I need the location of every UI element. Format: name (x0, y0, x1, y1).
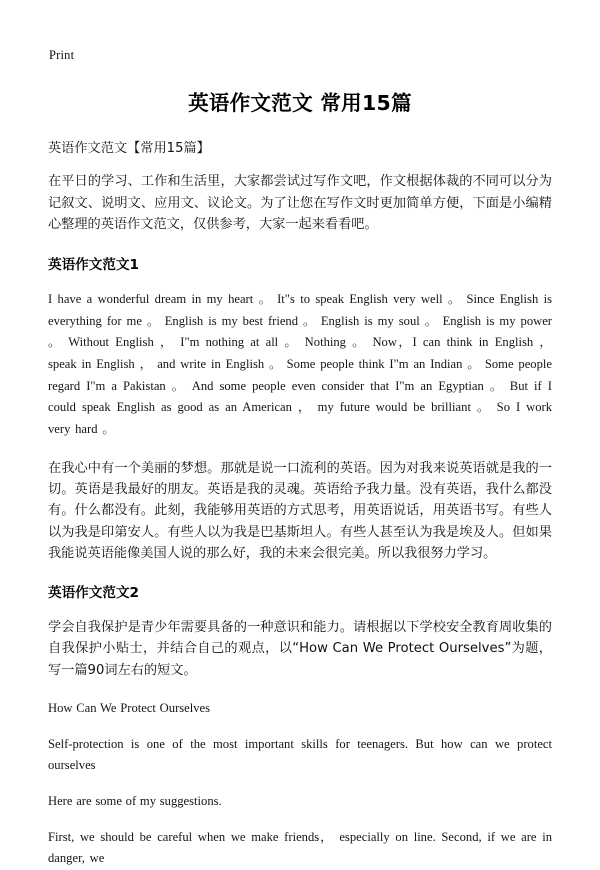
print-link[interactable]: Print (49, 48, 75, 62)
section-heading-2: 英语作文范文2 (48, 585, 140, 602)
section-heading-1: 英语作文范文1 (48, 256, 140, 273)
section-2-paragraph-1: Self-protection is one of the most important skills for teenagers. But how can we protect ourselves (48, 736, 552, 773)
document-subtitle: 英语作文范文【常用15篇】 (48, 140, 210, 156)
section-2-paragraph-3: First, we should be careful when we make friends， especially on line. Second, if we are in danger, we (48, 829, 552, 866)
intro-paragraph: 在平日的学习、工作和生活里，大家都尝试过写作文吧，作文根据体裁的不同可以分为记叙文、说明文、应用文、议论文。为了让您在写作文时更加简单方便，下面是小编精心整理的英语作文范文，仅供参考，大家一起来看看吧。 (48, 174, 552, 233)
section-1-english-body: I have a wonderful dream in my heart 。 It"s to speak English very well 。 Since English is everything for me 。 English is my best friend 。 English is my soul 。 English is my power 。 Without English ， I"m nothing at all 。 Nothing 。 Now，I can think in English ， speak in English ， and write in English 。 Some people think I"m an Indian 。 Some people regard I"m a Pakistan 。 And some people even consider that I"m an Egyptian 。 But if I could speak English as good as an American ， my future would be brilliant 。 So I work very hard 。 (48, 291, 552, 436)
page-title: 英语作文范文 常用15篇 (188, 91, 412, 115)
section-2-prompt: 学会自我保护是青少年需要具备的一种意识和能力。请根据以下学校安全教育周收集的自我保护小贴士，并结合自己的观点，以“How Can We Protect Ourselves”为题，写一篇90词左右的短文。 (48, 619, 552, 678)
section-2-essay-title: How Can We Protect Ourselves (48, 700, 211, 715)
section-1-chinese-body: 在我心中有一个美丽的梦想。那就是说一口流利的英语。因为对我来说英语就是我的一切。英语是我最好的朋友。英语是我的灵魂。英语给予我力量。没有英语，我什么都没有。什么都没有。此刻，我能够用英语的方式思考，用英语说话，用英语书写。有些人以为我是印第安人。有些人以为我是巴基斯坦人。有些人甚至认为我是埃及人。但如果我能说英语能像美国人说的那么好，我的未来会很完美。所以我很努力学习。 (48, 460, 552, 562)
section-2-paragraph-2: Here are some of my suggestions. (48, 793, 222, 808)
